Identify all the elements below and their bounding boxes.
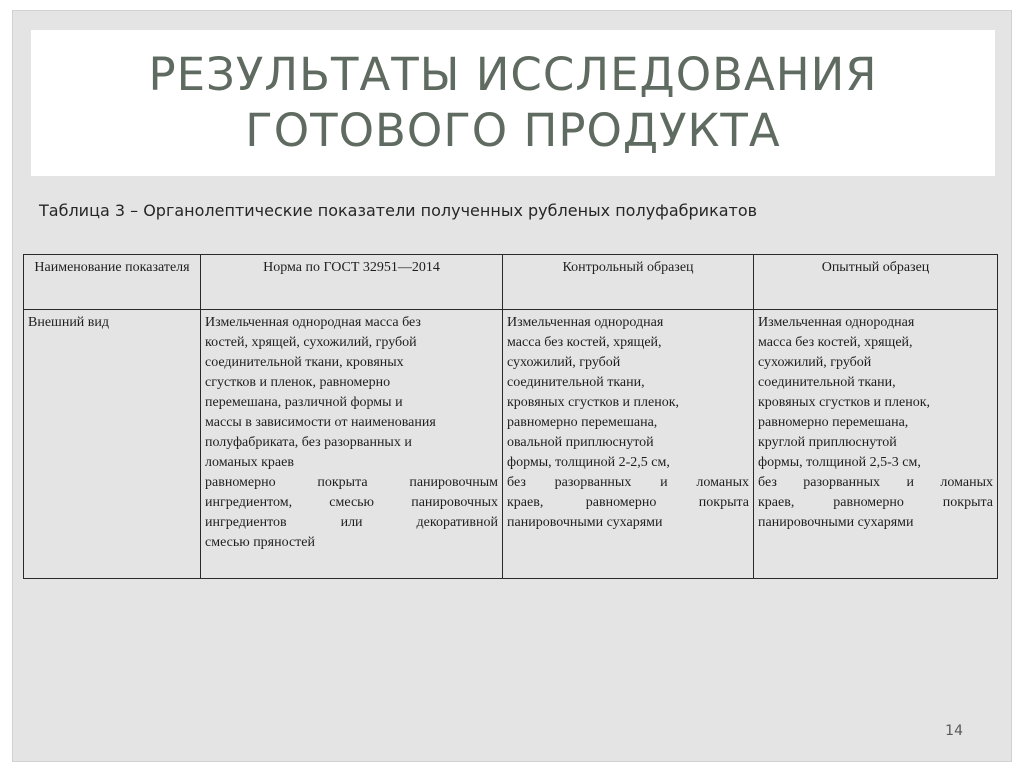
cell-control — [503, 310, 754, 579]
control-text: Измельченная однородная масса без костей, хрящей, сухожилий, грубой соединительной ткани, кровяных сгустков и пленок, равномерно перемешана, овальной приплюснутой формы, толщиной 2-2,5 см, без разорванных и ломаных краев, равномерно покрыта панировочными сухарями — [507, 315, 749, 530]
title-line-1: РЕЗУЛЬТАТЫ ИССЛЕДОВАНИЯ — [148, 48, 878, 101]
header-control: Контрольный образец — [503, 255, 754, 310]
header-norm: Норма по ГОСТ 32951—2014 — [201, 255, 503, 310]
norm-text: Измельченная однородная масса без костей, хрящей, сухожилий, грубой соединительной ткани, кровяных сгустков и пленок, равномерно перемешана, различной формы и массы в зависимости от наименования полуфабриката, без разорванных и ломаных краев равномерно покрыта панировочным ингредиентом, смесью панировочных ингредиентов или декоративной смесью пряностей — [205, 315, 498, 550]
table-row — [24, 310, 998, 579]
cell-experimental — [754, 310, 998, 579]
table-caption: Таблица 3 – Органолептические показатели полученных рубленых полуфабрикатов — [39, 201, 758, 220]
slide — [12, 10, 1012, 762]
title-line-2: ГОТОВОГО ПРОДУКТА — [245, 104, 781, 157]
cell-indicator: Внешний вид — [24, 310, 201, 579]
slide-title — [148, 47, 877, 159]
organoleptic-table — [23, 254, 998, 579]
header-experimental: Опытный образец — [754, 255, 998, 310]
header-indicator: Наименование показателя — [24, 255, 201, 310]
cell-norm — [201, 310, 503, 579]
title-box — [31, 30, 995, 176]
table-header-row — [24, 255, 998, 310]
page-number: 14 — [945, 723, 963, 739]
experimental-text: Измельченная однородная масса без костей, хрящей, сухожилий, грубой соединительной ткани, кровяных сгустков и пленок, равномерно перемешана, круглой приплюснутой формы, толщиной 2,5-3 см, без разорванных и ломаных краев, равномерно покрыта панировочными сухарями — [758, 315, 993, 530]
